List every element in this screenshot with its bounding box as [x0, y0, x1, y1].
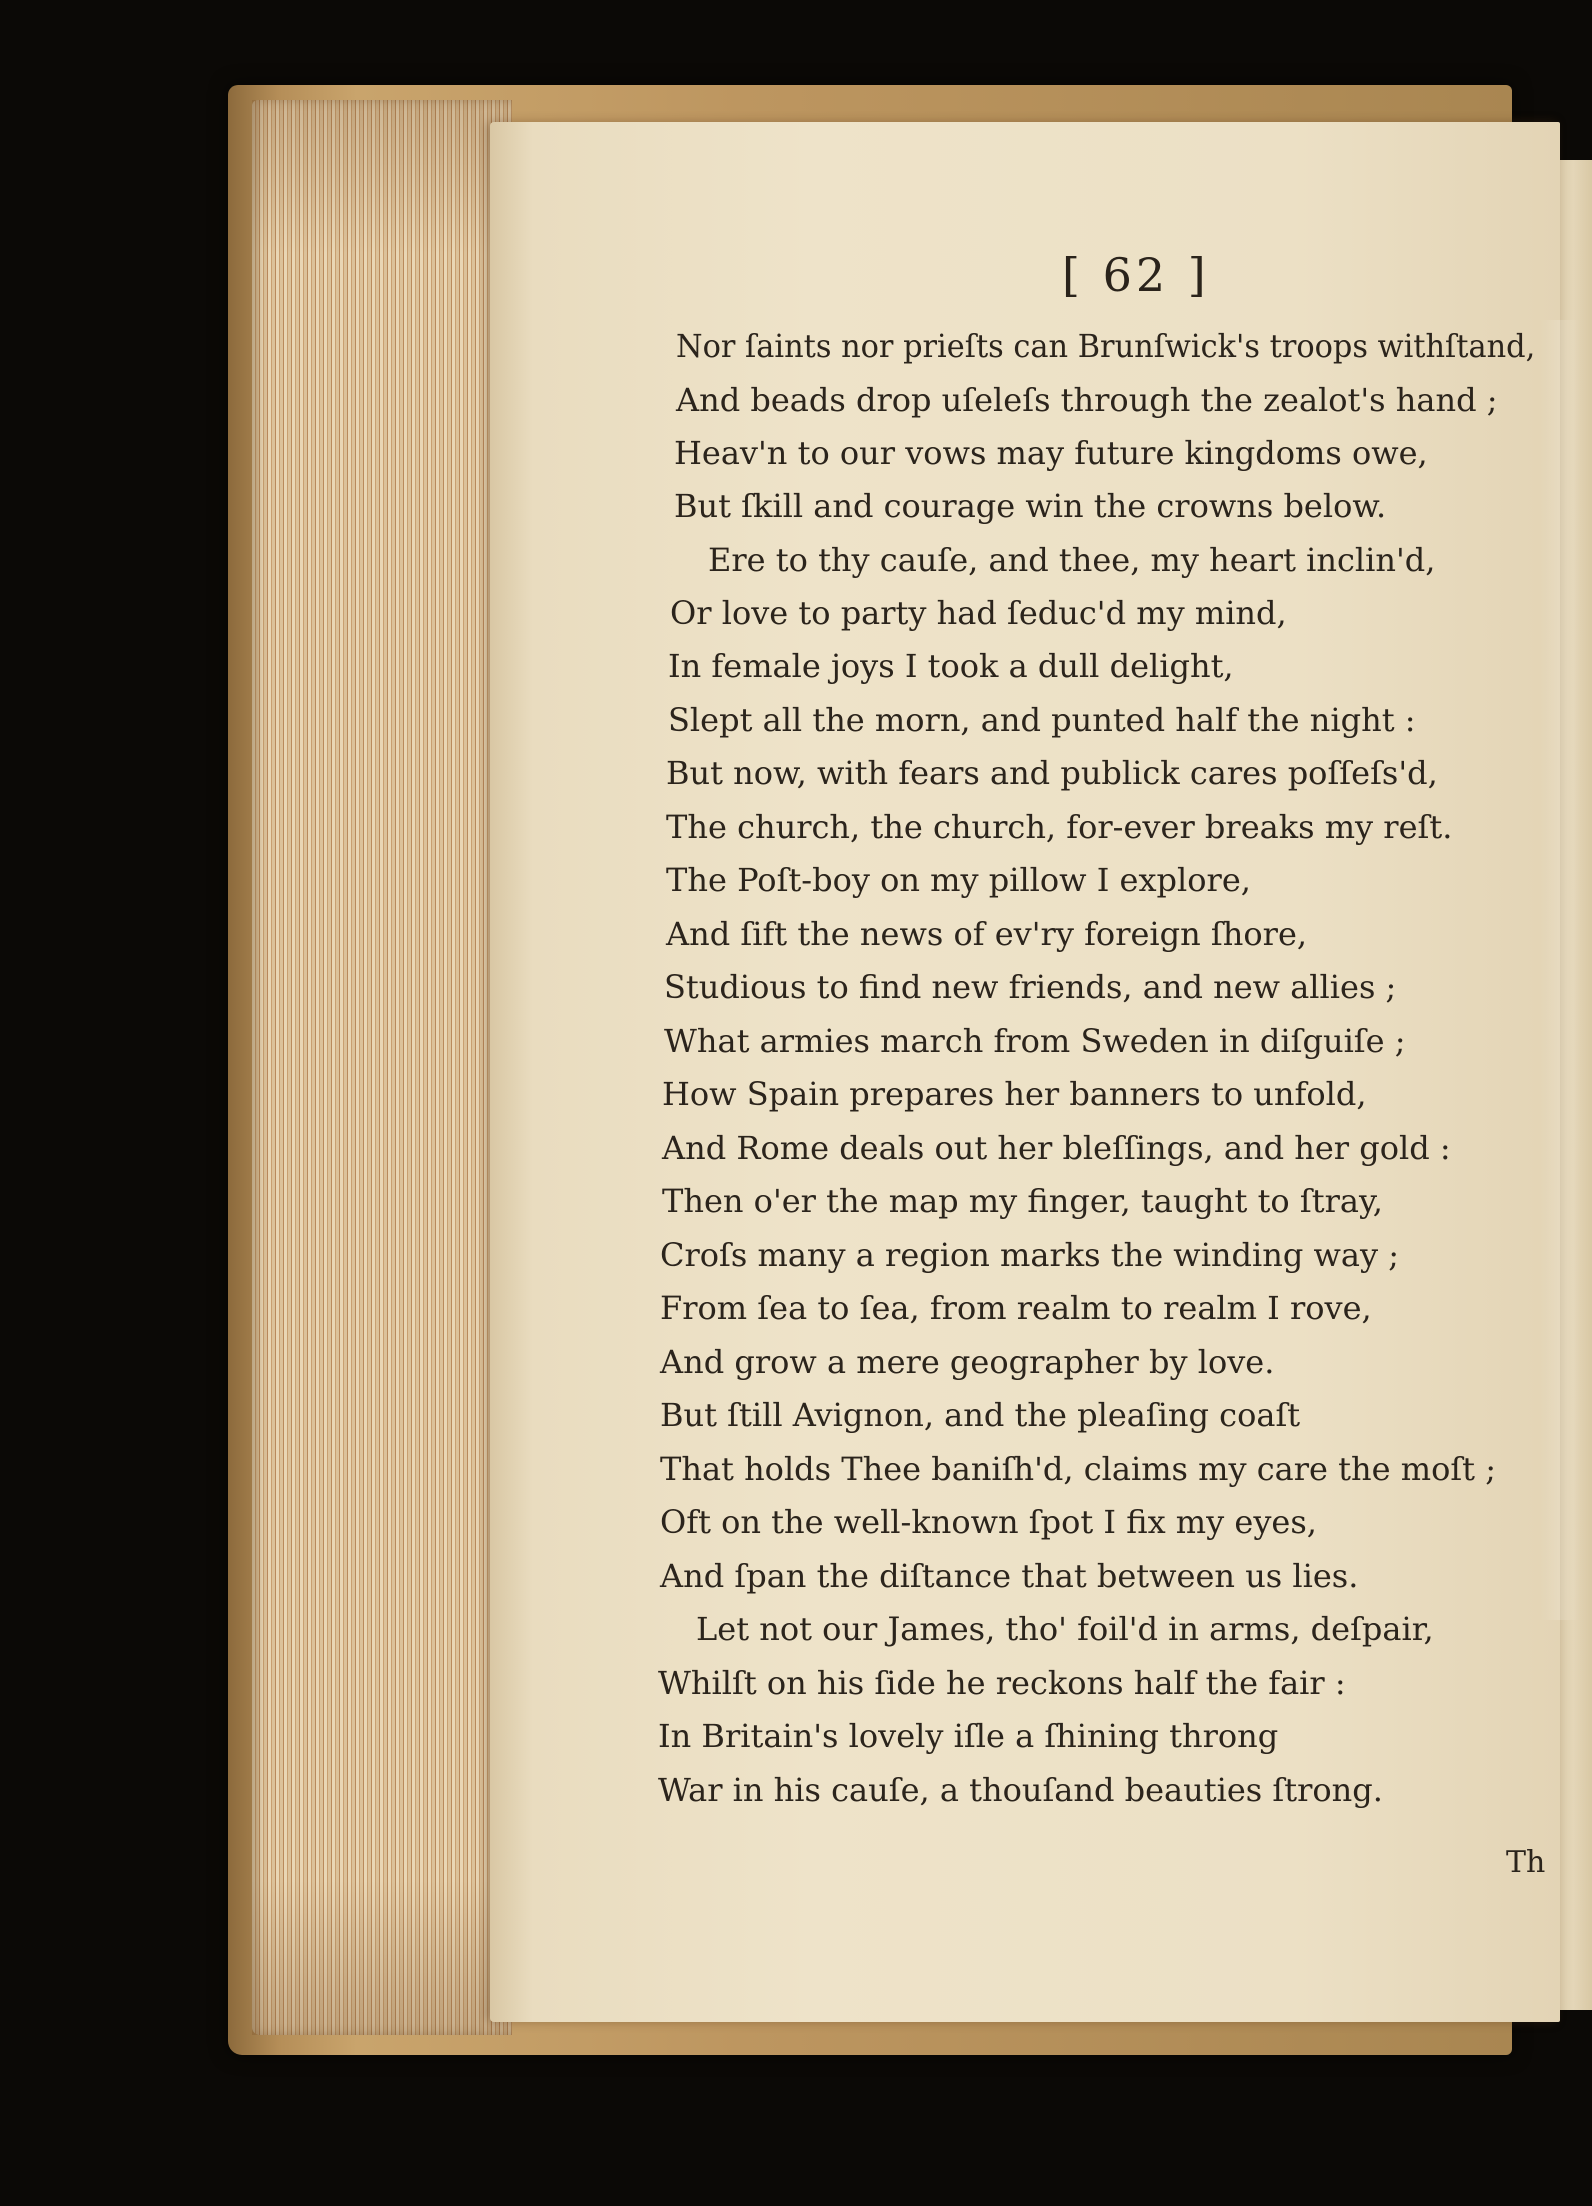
- verse-line: Nor ſaints nor prieſts can Brunſwick's troops withſtand,: [676, 327, 1536, 365]
- verse-line: Whilſt on his ſide he reckons half the fair :: [658, 1664, 1346, 1702]
- verse-line: War in his cauſe, a thouſand beauties ſtrong.: [658, 1771, 1383, 1809]
- verse-line: And ſift the news of ev'ry foreign ſhore,: [666, 915, 1308, 953]
- catchword: Th: [1506, 1845, 1546, 1880]
- verse-line: From ſea to ſea, from realm to realm I rove,: [660, 1289, 1372, 1327]
- verse-line: In Britain's lovely iſle a ſhining throng: [658, 1717, 1279, 1755]
- verse-line: Ere to thy cauſe, and thee, my heart inclin'd,: [708, 541, 1436, 579]
- verse-line: But ſkill and courage win the crowns below.: [674, 487, 1387, 525]
- verse-line: And ſpan the diſtance that between us lies.: [660, 1557, 1359, 1595]
- verse-line: Or love to party had ſeduc'd my mind,: [670, 594, 1287, 632]
- verse-line: The church, the church, for-ever breaks my reſt.: [666, 808, 1453, 846]
- verse-line: And Rome deals out her bleſſings, and her gold :: [662, 1129, 1451, 1167]
- verse-line: The Poſt-boy on my pillow I explore,: [666, 861, 1251, 899]
- verse-line: How Spain prepares her banners to unfold,: [662, 1075, 1367, 1113]
- verse-line: Then o'er the map my finger, taught to ſtray,: [662, 1182, 1383, 1220]
- verse-line: Heav'n to our vows may future kingdoms owe,: [674, 434, 1428, 472]
- verse-line: Oft on the well-known ſpot I fix my eyes,: [660, 1503, 1317, 1541]
- verse-line: Croſs many a region marks the winding way ;: [660, 1236, 1400, 1274]
- page-number: [ 62 ]: [1062, 248, 1210, 302]
- verse-line: And beads drop uſeleſs through the zealot's hand ;: [676, 381, 1498, 419]
- verse-line: But ſtill Avignon, and the pleaſing coaſt: [660, 1396, 1301, 1434]
- verse-line: Studious to find new friends, and new allies ;: [664, 968, 1397, 1006]
- verse-line: Slept all the morn, and punted half the night :: [668, 701, 1416, 739]
- verse-line: What armies march from Sweden in diſguiſe ;: [664, 1022, 1406, 1060]
- verse-line: Let not our James, tho' foil'd in arms, deſpair,: [696, 1610, 1434, 1648]
- verse-line: In female joys I took a dull delight,: [668, 647, 1234, 685]
- verse-line: And grow a mere geographer by love.: [660, 1343, 1275, 1381]
- verse-line: That holds Thee baniſh'd, claims my care the moſt ;: [660, 1450, 1496, 1488]
- verse-line: But now, with fears and publick cares poſſeſs'd,: [666, 754, 1438, 792]
